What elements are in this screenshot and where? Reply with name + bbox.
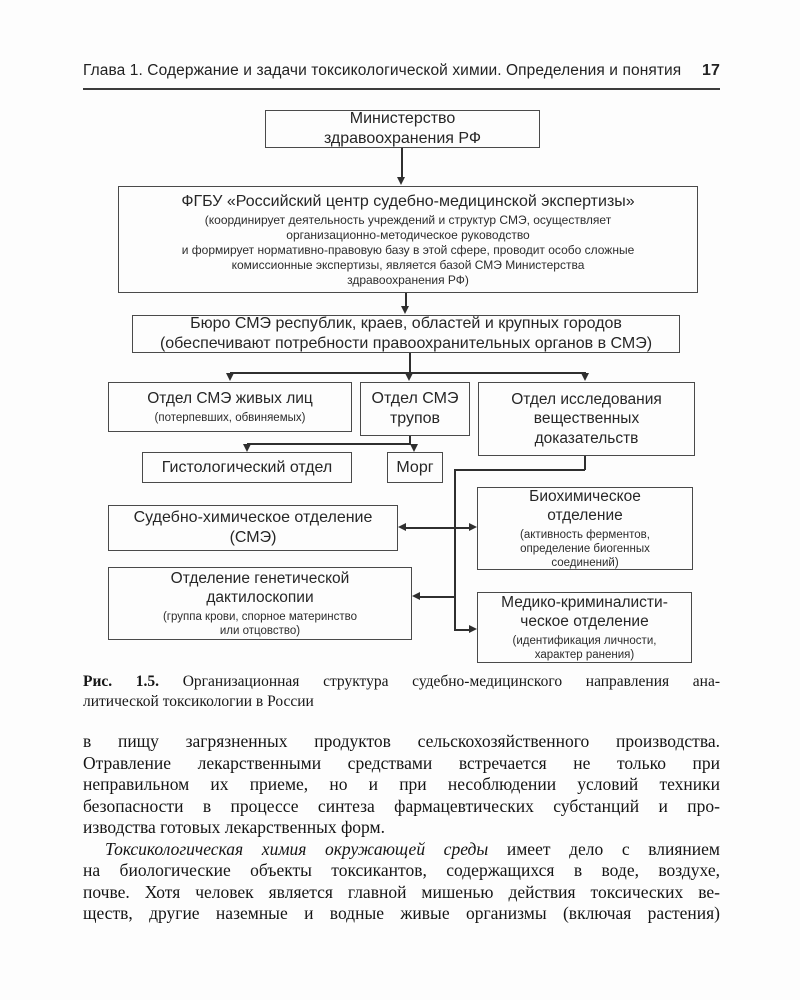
text-line: организационно-методическое руководство bbox=[286, 227, 530, 242]
connector-line bbox=[401, 148, 403, 177]
text-line: Бюро СМЭ республик, краев, областей и крупных городов bbox=[190, 315, 622, 333]
text-line: (координирует деятельность учреждений и структур СМЭ, осуществляет bbox=[204, 213, 612, 228]
text-line: Отравление лекарственными средствами встречается не только при bbox=[83, 752, 720, 773]
box-genetic-sub bbox=[163, 610, 357, 639]
body-text bbox=[83, 731, 720, 925]
text-line: ществ, другие наземные и водные живые организмы (включая растения) bbox=[83, 903, 720, 923]
box-forensic-chem-text bbox=[134, 508, 373, 547]
text-line: безопасности в процессе синтеза фармацевтических субстанций и про- bbox=[83, 795, 720, 816]
paragraph-lines bbox=[83, 860, 720, 925]
box-dept-living-title: Отдел СМЭ живых лиц bbox=[147, 390, 313, 408]
connector-line bbox=[420, 596, 455, 598]
chapter-title: Глава 1. Содержание и задачи токсикологической химии. Определения и понятия bbox=[83, 62, 682, 79]
box-dept-corpses-text bbox=[372, 389, 459, 428]
box-dept-evidence bbox=[478, 382, 695, 456]
arrow-left-icon bbox=[398, 523, 406, 531]
text-line: Судебно-химическое отделение bbox=[133, 509, 373, 527]
text-line: здравоохранения РФ bbox=[323, 130, 482, 147]
text-line: комиссионные экспертизы, является базой СМЭ Министерства bbox=[231, 257, 585, 272]
box-bureau-text bbox=[160, 314, 652, 353]
text-line: Биохимическое bbox=[529, 487, 641, 505]
figure-caption-text: Организационная структура судебно-медицинского направления ана- bbox=[159, 673, 720, 690]
connector-line bbox=[247, 443, 411, 445]
figure-caption-line1 bbox=[83, 672, 720, 692]
box-medcrim bbox=[477, 592, 692, 663]
text-line: вещественных bbox=[533, 410, 640, 428]
figure-caption bbox=[83, 672, 720, 711]
arrow-right-icon bbox=[469, 625, 477, 633]
text-line: (обеспечивают потребности правоохранительных органов в СМЭ) bbox=[159, 335, 653, 352]
box-histology-text: Гистологический отдел bbox=[161, 458, 333, 476]
box-genetic-title bbox=[171, 569, 350, 608]
box-medcrim-title bbox=[501, 593, 668, 632]
box-biochem-title bbox=[529, 487, 641, 526]
arrow-down-icon bbox=[226, 373, 234, 381]
box-fgbu-title: ФГБУ «Российский центр судебно-медицинской экспертизы» bbox=[181, 192, 635, 210]
arrow-down-icon bbox=[405, 373, 413, 381]
box-morgue-text: Морг bbox=[396, 458, 434, 476]
paragraph bbox=[83, 731, 720, 839]
box-biochem-sub bbox=[520, 528, 650, 571]
text-line: изводства готовых лекарственных форм. bbox=[83, 817, 385, 837]
text-line: характер ранения) bbox=[534, 648, 635, 661]
box-dept-living bbox=[108, 382, 352, 432]
text-line: ческое отделение bbox=[520, 613, 649, 631]
box-dept-corpses bbox=[360, 382, 470, 436]
paragraph bbox=[83, 839, 720, 925]
box-fgbu bbox=[118, 186, 698, 293]
text-line: определение биогенных bbox=[520, 542, 650, 555]
box-ministry bbox=[265, 110, 540, 148]
text-line: или отцовство) bbox=[219, 624, 301, 637]
box-genetic bbox=[108, 567, 412, 640]
text-line: здравоохранения РФ) bbox=[347, 272, 469, 287]
box-medcrim-sub bbox=[513, 634, 657, 663]
connector-line bbox=[406, 527, 469, 529]
text-line: на биологические объекты токсикантов, содержащихся в воде, воздухе, bbox=[83, 860, 720, 880]
text-line: почве. Хотя человек является главной мишенью действия токсических ве- bbox=[83, 881, 720, 902]
text-line: Министерство bbox=[349, 110, 456, 128]
box-morgue bbox=[387, 452, 443, 483]
line-rest: имеет дело с влиянием bbox=[488, 838, 721, 859]
box-dept-evidence-text bbox=[511, 390, 662, 448]
arrow-down-icon bbox=[397, 177, 405, 185]
box-fgbu-sub bbox=[182, 213, 635, 287]
connector-line bbox=[405, 293, 407, 307]
figure-caption-line2: литической токсикологии в России bbox=[83, 692, 314, 710]
text-line: (группа крови, спорное материнство bbox=[162, 610, 358, 623]
box-biochem bbox=[477, 487, 693, 570]
text-line: трупов bbox=[389, 410, 441, 427]
box-histology bbox=[142, 452, 352, 483]
text-line: дактилоскопии bbox=[206, 589, 314, 607]
box-forensic-chem bbox=[108, 505, 398, 551]
text-line: Отделение генетической bbox=[170, 569, 350, 587]
connector-line bbox=[454, 469, 456, 631]
box-ministry-text bbox=[324, 109, 481, 148]
text-line: (активность ферментов, bbox=[520, 528, 650, 541]
connector-line bbox=[584, 456, 586, 470]
text-line: и формирует нормативно-правовую базу в этой сфере, проводит особо сложные bbox=[181, 242, 635, 257]
page-header bbox=[83, 62, 720, 90]
text-line: в пищу загрязненных продуктов сельскохозяйственного производства. bbox=[83, 731, 720, 751]
connector-line bbox=[455, 469, 585, 471]
italic-lead: Токсикологическая химия окружающей среды bbox=[105, 838, 489, 859]
text-line: соединений) bbox=[551, 557, 619, 569]
text-line: (потерпевших, обвиняемых) bbox=[154, 411, 306, 424]
connector-line bbox=[409, 353, 411, 373]
connector-line bbox=[455, 629, 469, 631]
text-line: отделение bbox=[547, 507, 623, 525]
text-line: (идентификация личности, bbox=[512, 634, 657, 647]
arrow-right-icon bbox=[469, 523, 477, 531]
page-number: 17 bbox=[702, 62, 720, 79]
arrow-down-icon bbox=[401, 306, 409, 314]
text-line: Отдел исследования bbox=[511, 390, 662, 408]
text-line: Отдел СМЭ bbox=[371, 390, 459, 408]
arrow-down-icon bbox=[243, 444, 251, 452]
text-line: неправильном их приеме, но и при несоблюдении условий техники bbox=[83, 774, 720, 794]
text-line: (СМЭ) bbox=[229, 529, 277, 546]
arrow-down-icon bbox=[581, 373, 589, 381]
text-line: Медико-криминалисти- bbox=[501, 593, 668, 611]
box-bureau bbox=[132, 315, 680, 353]
text-line bbox=[83, 839, 720, 861]
box-dept-living-sub bbox=[155, 411, 306, 425]
figure-caption-label: Рис. 1.5. bbox=[83, 673, 160, 690]
arrow-down-icon bbox=[410, 444, 418, 452]
arrow-left-icon bbox=[412, 592, 420, 600]
text-line: доказательств bbox=[534, 429, 639, 447]
